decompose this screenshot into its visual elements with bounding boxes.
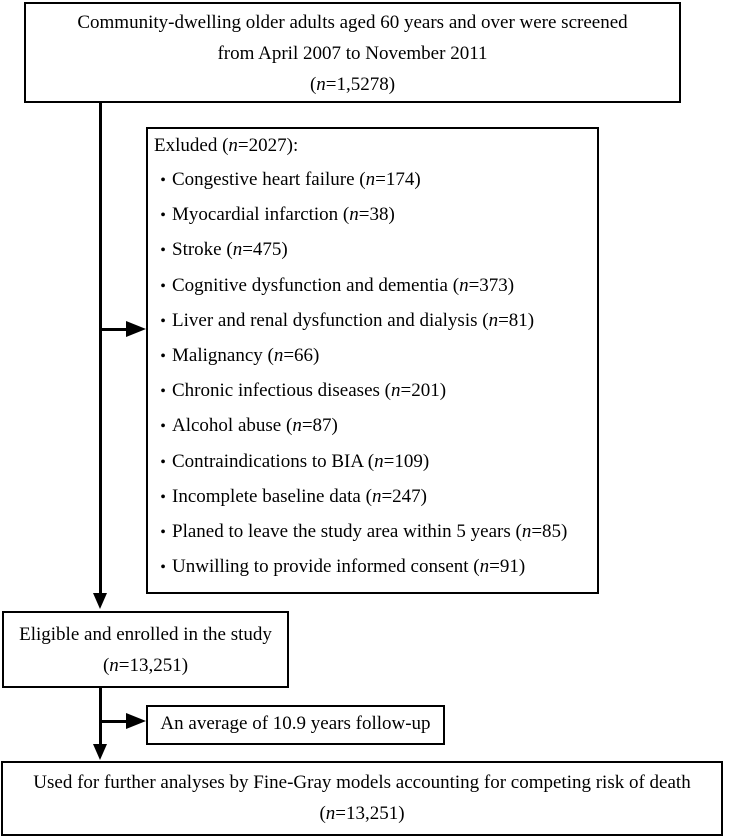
bullet-icon: •: [160, 312, 166, 330]
bullet-icon: •: [160, 172, 166, 189]
analysis-label: Used for further analyses by Fine-Gray models accounting for competing risk of death: [33, 772, 691, 793]
exclusion-item: • Unwilling to provide informed consent (n=91): [154, 550, 567, 585]
arrow-to-enrolled: [93, 593, 107, 609]
bullet-icon: •: [160, 488, 166, 506]
exclusion-item: • Cognitive dysfunction and dementia (n=373): [154, 269, 567, 304]
analysis-count: (n=13,251): [319, 803, 405, 824]
bullet-icon: •: [160, 348, 166, 366]
bullet-icon: •: [160, 524, 166, 542]
main-flow-line: [99, 103, 102, 593]
analysis-box: [1, 761, 723, 836]
excluded-title: Exluded (n=2027):: [154, 135, 299, 156]
exclusion-item: • Congestive heart failure (n=174): [154, 163, 567, 198]
enrolled-label: Eligible and enrolled in the study: [19, 624, 272, 645]
exclusion-item: • Stroke (n=475): [154, 233, 567, 268]
enrolled-to-analysis-line: [99, 688, 102, 744]
bullet-icon: •: [160, 242, 166, 260]
exclusion-list: [154, 163, 567, 585]
screened-line2: from April 2007 to November 2011: [217, 43, 488, 64]
bullet-icon: •: [160, 207, 166, 225]
bullet-icon: •: [160, 453, 166, 471]
bullet-icon: •: [160, 383, 166, 401]
bullet-icon: •: [160, 559, 166, 577]
exclusion-item: • Contraindications to BIA (n=109): [154, 445, 567, 480]
enrolled-box: [2, 611, 289, 688]
enrolled-count: (n=13,251): [102, 655, 189, 676]
screened-line1: Community-dwelling older adults aged 60 years and over were screened: [77, 12, 628, 33]
followup-label: An average of 10.9 years follow-up: [160, 713, 431, 734]
exclusion-item: • Alcohol abuse (n=87): [154, 409, 567, 444]
arrow-to-followup: [126, 713, 146, 729]
exclusion-item: • Myocardial infarction (n=38): [154, 198, 567, 233]
exclusion-item: • Malignancy (n=66): [154, 339, 567, 374]
exclusion-item: • Liver and renal dysfunction and dialysis (n=81): [154, 304, 567, 339]
arrow-to-excluded: [126, 321, 146, 337]
screened-box: [24, 2, 681, 103]
excluded-branch-line: [100, 328, 128, 331]
excluded-box: [146, 127, 599, 594]
bullet-icon: •: [160, 277, 166, 295]
screened-count: (n=1,5278): [309, 74, 396, 95]
followup-branch-line: [100, 720, 128, 723]
bullet-icon: •: [160, 418, 166, 436]
exclusion-item: • Planed to leave the study area within 5 years (n=85): [154, 515, 567, 550]
arrow-to-analysis: [93, 744, 107, 760]
followup-box: [146, 705, 445, 745]
exclusion-item: • Chronic infectious diseases (n=201): [154, 374, 567, 409]
exclusion-item: • Incomplete baseline data (n=247): [154, 480, 567, 515]
